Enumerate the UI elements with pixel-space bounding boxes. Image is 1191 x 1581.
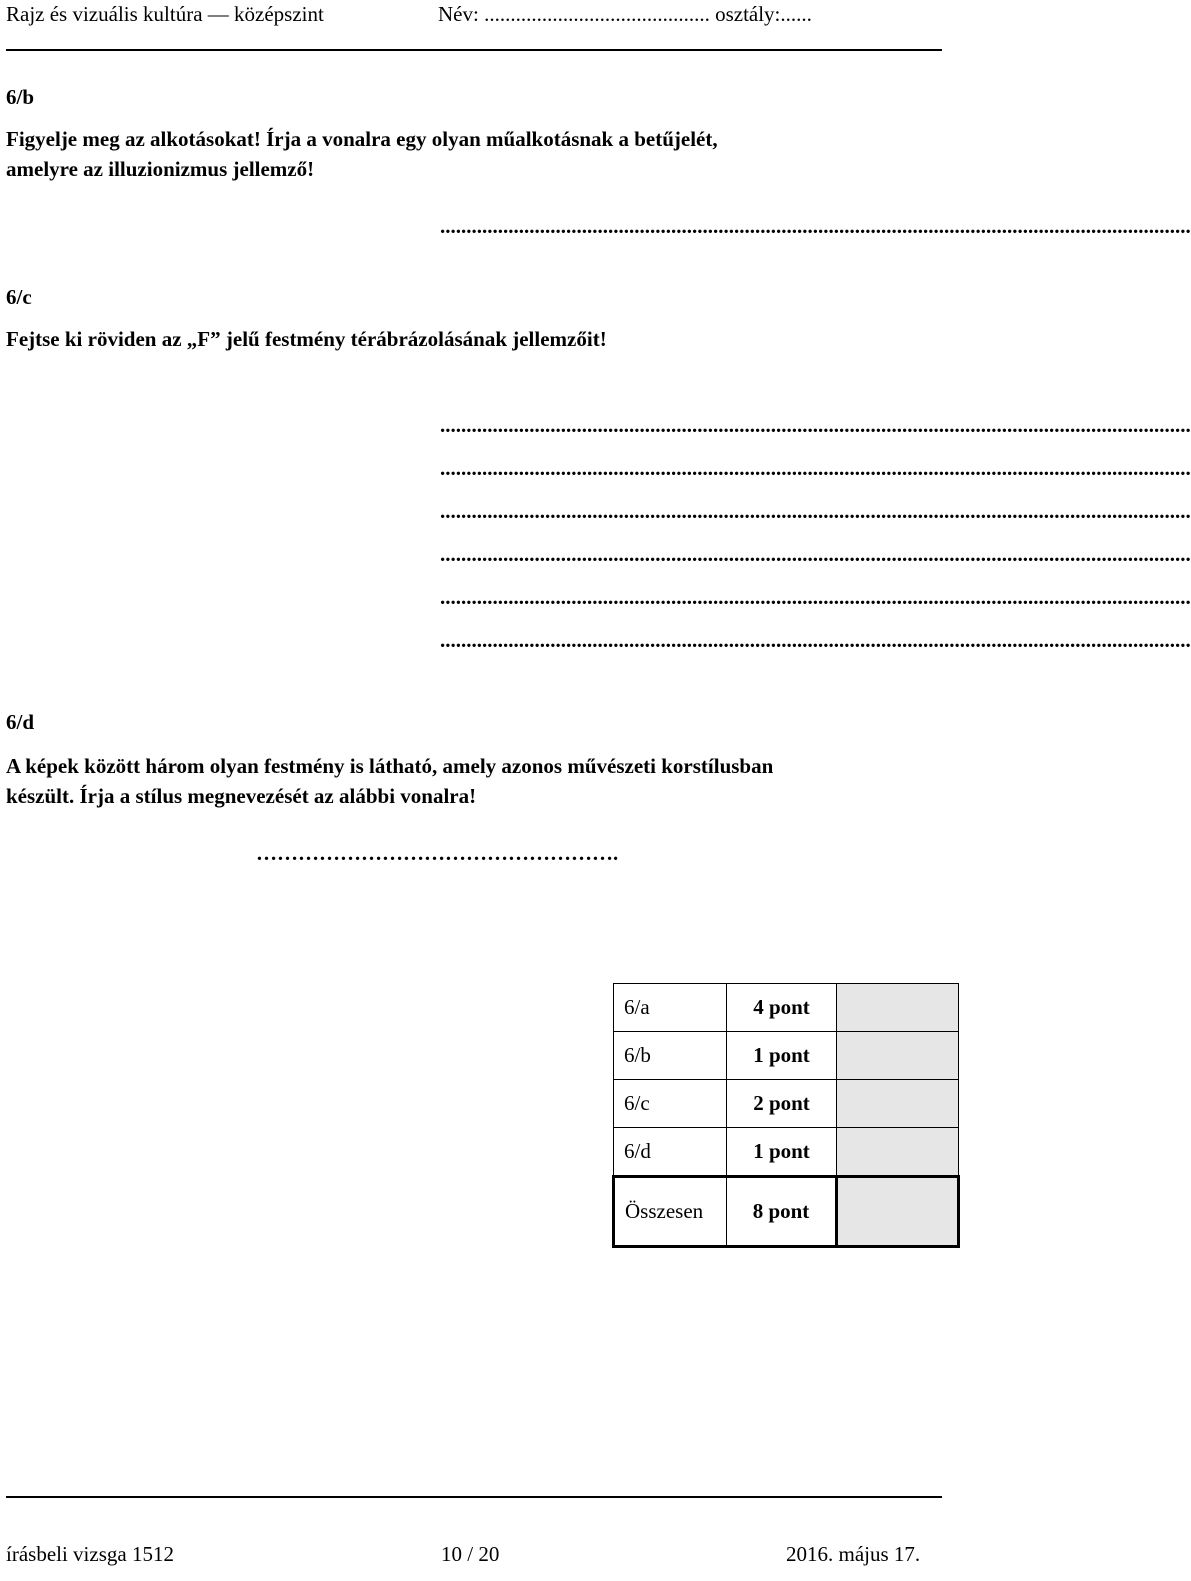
footer-page-number: 10 / 20 [441,1542,500,1566]
score-total-row [614,1177,959,1247]
question-6d-text-line1: A képek között három olyan festmény is látható, amely azonos művészeti korstílusban [6,754,774,778]
header-subject: Rajz és vizuális kultúra — középszint [6,2,324,26]
score-entry-box[interactable] [837,984,959,1032]
score-row [614,1032,959,1080]
question-6b-text-line2: amelyre az illuzionizmus jellemző! [6,157,315,181]
score-total-label: Összesen [614,1177,727,1247]
score-total-entry-box[interactable] [837,1177,959,1247]
answer-line-6c-1[interactable]: ............................................................................................................................................... [440,413,1191,437]
header-rule [6,49,942,51]
score-row-label: 6/d [614,1128,727,1177]
answer-line-6c-6[interactable]: ............................................................................................................................................... [440,628,1191,652]
answer-line-6b[interactable]: ............................................................................................................................................... [440,214,1191,238]
score-row-label: 6/b [614,1032,727,1080]
score-row [614,1128,959,1177]
score-row-points: 1 pont [726,1032,836,1080]
score-row-label: 6/c [614,1080,727,1128]
score-row-label: 6/a [614,984,727,1032]
score-entry-box[interactable] [837,1128,959,1177]
answer-line-6c-3[interactable]: ............................................................................................................................................... [440,499,1191,523]
score-table [612,983,960,1248]
score-row-points: 1 pont [726,1128,836,1177]
score-row [614,984,959,1032]
footer-exam: írásbeli vizsga 1512 [6,1542,174,1566]
score-entry-box[interactable] [837,1032,959,1080]
score-row-points: 4 pont [726,984,836,1032]
question-6b-label: 6/b [6,85,35,109]
header-name-field: Név: ........................................... osztály:...... [438,2,812,26]
answer-line-6c-4[interactable]: ............................................................................................................................................... [440,542,1191,566]
score-entry-box[interactable] [837,1080,959,1128]
question-6b-text-line1: Figyelje meg az alkotásokat! Írja a vonalra egy olyan műalkotásnak a betűjelét, [6,127,718,151]
answer-line-6d[interactable]: ……………………………………………. [256,841,619,865]
answer-line-6c-2[interactable]: ............................................................................................................................................... [440,456,1191,480]
question-6c-prompt: Fejtse ki röviden az „F” jelű festmény térábrázolásának jellemzőit! [6,327,607,351]
footer-rule [6,1496,942,1498]
question-6d-label: 6/d [6,710,35,734]
question-6c-label: 6/c [6,285,32,309]
score-row [614,1080,959,1128]
answer-line-6c-5[interactable]: ............................................................................................................................................... [440,585,1191,609]
question-6d-text-line2: készült. Írja a stílus megnevezését az alábbi vonalra! [6,784,477,808]
footer-date: 2016. május 17. [786,1542,921,1566]
score-row-points: 2 pont [726,1080,836,1128]
score-total-points: 8 pont [726,1177,836,1247]
